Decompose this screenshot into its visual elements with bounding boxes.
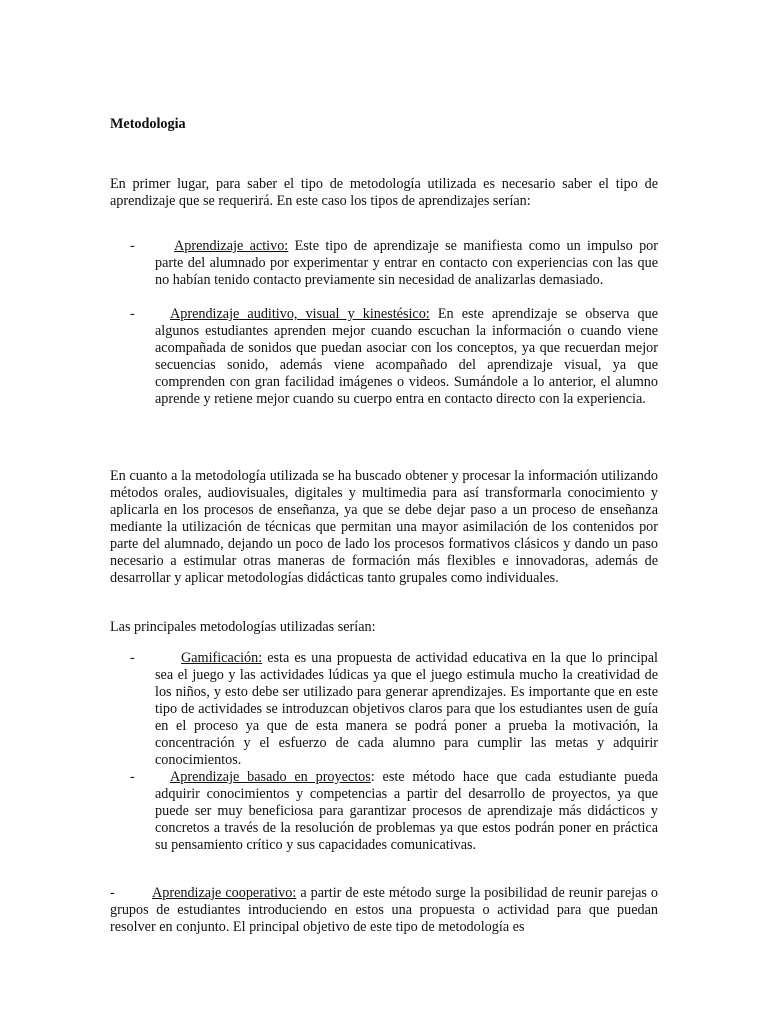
list-bullet: - <box>130 306 135 322</box>
list-item-text: esta es una propuesta de actividad educativa en la que lo principal sea el juego y las actividades lúdicas ya que el juego estimula mucho la creatividad de los niños, y esto debe ser utilizado para generar aprendizajes. Es importante que en este tipo de actividades se introduzcan objetivos claros para que los estudiantes usen de guía en el proceso ya que de esta manera se podrá poner a prueba la motivación, la concentración y el esfuerzo de cada alumno para cumplir las metas y adquirir conocimientos. <box>155 650 658 768</box>
list-item-body <box>155 306 658 408</box>
list-item-aprendizaje-cooperativo <box>110 885 658 936</box>
methodology-paragraph: En cuanto a la metodología utilizada se ha buscado obtener y procesar la información utilizando métodos orales, audiovisuales, digitales y multimedia para así transformarla conocimiento y aplicarla en los procesos de enseñanza, ya que se debe dejar paso a un proceso de enseñanza mediante la utilización de técnicas que permitan una mayor asimilación de los contenidos por parte del alumnado, dejando un poco de lado los procesos formativos clásicos y dando un paso necesario a estimular otras maneras de formación más flexibles e innovadoras, además de desarrollar y aplicar metodologías didácticas tanto grupales como individuales. <box>110 468 658 586</box>
list-item-text: Este tipo de aprendizaje se manifiesta como un impulso por parte del alumnado por experimentar y entrar en contacto con experiencias con las que no habían tenido contacto previamente sin necesidad de analizarlas demasiado. <box>155 238 659 288</box>
list-bullet: - <box>130 650 135 666</box>
intro-paragraph: En primer lugar, para saber el tipo de metodología utilizada es necesario saber el tipo de aprendizaje que se requerirá. En este caso los tipos de aprendizajes serían: <box>110 176 658 209</box>
list-item-body <box>155 650 658 769</box>
list-item-text: En este aprendizaje se observa que algunos estudiantes aprenden mejor cuando escuchan la información o cuando viene acompañada de sonidos que puedan asociar con los conceptos, ya que recuerdan mejor secuencias sonido, además viene acompañado del aprendizaje visual, ya que comprenden con gran facilidad imágenes o videos. Sumándole a lo anterior, el alumno aprende y retiene mejor cuando su cuerpo entra en contacto directo con la experiencia. <box>155 306 658 407</box>
list-item-term: Aprendizaje activo: <box>174 238 289 254</box>
list-bullet: - <box>130 238 135 254</box>
list-item-term: Gamificación: <box>181 650 263 666</box>
methodologies-intro: Las principales metodologías utilizadas serían: <box>110 619 376 635</box>
list-bullet: - <box>130 769 135 785</box>
list-item-body <box>155 769 658 854</box>
list-item-text: a partir de este método surge la posibilidad de reunir parejas o grupos de estudiantes introduciendo en estos una propuesta o actividad para que puedan resolver en conjunto. El principal objetivo de este tipo de metodología es <box>110 885 659 935</box>
list-item-term: Aprendizaje cooperativo: <box>152 885 297 901</box>
list-item-body <box>155 238 658 289</box>
list-item-term: Aprendizaje auditivo, visual y kinestésico: <box>170 306 430 322</box>
list-bullet: - <box>110 885 115 901</box>
list-item-term: Aprendizaje basado en proyectos <box>170 769 371 785</box>
list-item-text: : este método hace que cada estudiante pueda adquirir conocimientos y competencias a partir del desarrollo de proyectos, ya que puede ser muy beneficiosa para garantizar procesos de aprendizaje más didácticos y concretos a través de la resolución de problemas ya que estos podrán poner en práctica su pensamiento crítico y sus capacidades comunicativas. <box>155 769 658 853</box>
page-title: Metodologia <box>110 116 186 132</box>
